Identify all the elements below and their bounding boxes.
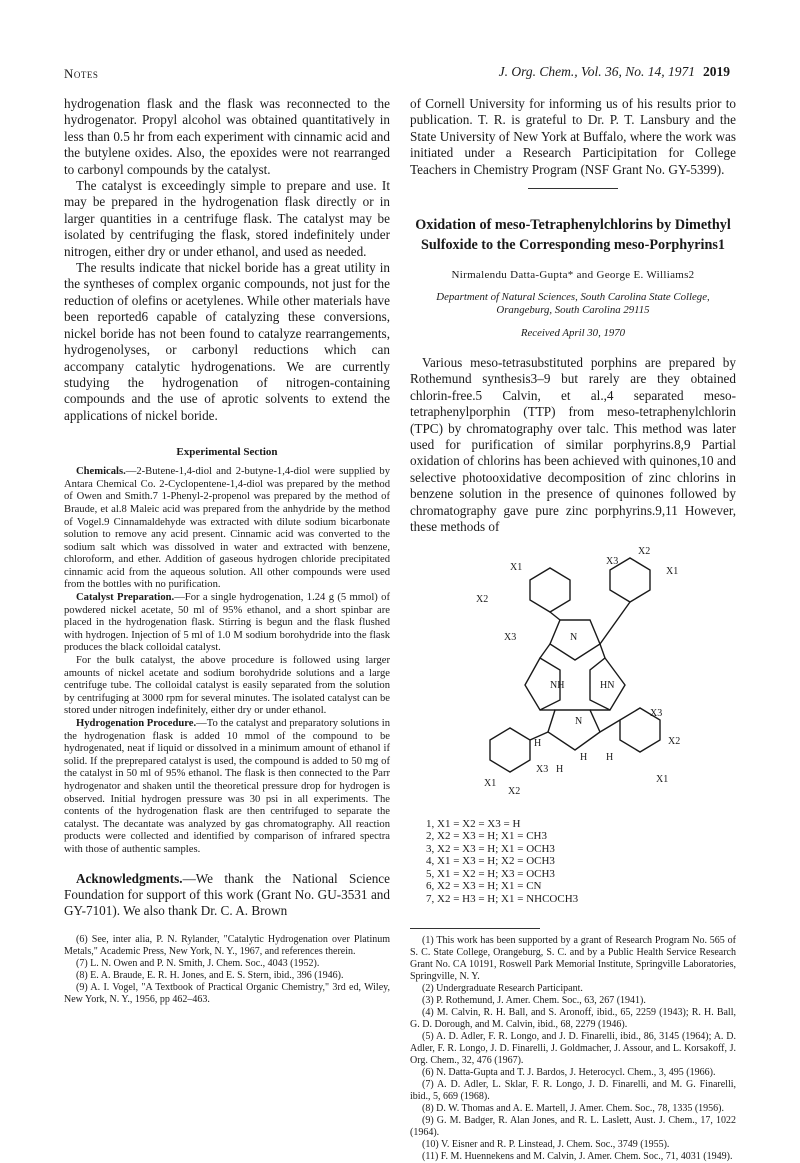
bond-ring (530, 568, 570, 612)
paragraph-text: —2-Butene-1,4-diol and 2-butyne-1,4-diol were supplied by Antara Chemical Co. 2-Cyclopentene-1,4-diol was prepared by the method of Owen and Smith.7 1-Phenyl-2-propenol was prepared by the method of Braude, et al.8 Maleic acid was prepared from the anhydride by the method of Vogel.9 Cinnamaldehyde was extracted with dilute sodium bicarbonate solution to remove any acid present. Cinnamic acid was converted to the sodium salt which was dissolved in water and extracted with benzene, chloroform, and ether. Addition of gaseous hydrogen chloride precipitated cinnamic acid from the aqueous solution. All other compounds were used from the bottles with no purification. (64, 466, 390, 591)
footnote: (9) G. M. Badger, R. Alan Jones, and R. L. Laslett, Aust. J. Chem., 17, 1022 (1964). (410, 1114, 736, 1138)
atom-label-h: H (580, 751, 588, 763)
atom-label-n: N (575, 715, 583, 727)
atom-label-hn: HN (600, 679, 615, 691)
substituent-label-x3: X3 (504, 631, 517, 643)
run-in-heading: Catalyst Preparation. (76, 592, 175, 604)
atom-label-h: H (606, 751, 614, 763)
footnote: (8) E. A. Braude, E. R. H. Jones, and E. S. Stern, ibid., 396 (1946). (76, 969, 344, 981)
substituent-label-x2: X2 (508, 785, 521, 797)
atom-label-h: H (534, 737, 542, 749)
paragraph (64, 871, 390, 920)
footnote: (11) F. M. Huennekens and M. Calvin, J. Amer. Chem. Soc., 71, 4031 (1949). (422, 1150, 733, 1162)
paragraph-text: —To the catalyst and preparatory solutions in the hydrogenation flask is added 10 mmol of the compound to be hydrogenated, neat if liquid or dissolved in a minimum amount of ethanol if solid. If the preprepared catalyst is used, the compound is added to 50 mg of the catalyst in 50 ml of 95% ethanol. The flask is then connected to the Parr hydrogenator and shaken until the theoretical pressure drop for hydrogen is observed. Initial hydrogen pressure was 30 psi in all experiments. The contents of the hydrogenation flask are then centrifuged to separate the catalyst. The decantate was analyzed by gas chromatography. All reaction products were collected and identified by comparison of infrared spectra with those of authentic samples. (64, 718, 390, 855)
compound-item: 2, X2 = X3 = H; X1 = CH3 (426, 830, 547, 843)
page-number: 2019 (703, 64, 730, 79)
compound-item: 5, X1 = X2 = H; X3 = OCH3 (426, 867, 555, 880)
run-in-heading: Hydrogenation Procedure. (76, 718, 197, 729)
affiliation-line: Department of Natural Sciences, South Carolina State College, (436, 291, 710, 304)
atom-label-nh: NH (550, 679, 565, 691)
substituent-label-x3: X3 (606, 555, 619, 567)
footnote: (8) D. W. Thomas and A. E. Martell, J. Amer. Chem. Soc., 78, 1335 (1956). (422, 1102, 725, 1114)
compound-list (426, 818, 578, 906)
porphyrin-structure (410, 540, 736, 920)
paragraph: Various meso-tetrasubstituted porphins are prepared by Rothemund synthesis3–9 but rarely are they obtained chlorin-free.5 Calvin, et al.,4 separated meso-tetraphenylporphin (TTP) from meso-tetraphenylchlorin (TPC) by chromatography over talc. This method was later used for purification of similar porphyrins.8,9 Partial oxidation of chlorins has been achieved with quinones,10 and selective photooxidative decomposition of zinc chlorins in benzene solution in the presence of quinones followed by chromatography gave pure zinc porphyrins.9,11 However, these methods of (410, 355, 736, 535)
footnote: (5) A. D. Adler, F. R. Longo, and J. D. Finarelli, ibid., 86, 3145 (1964); A. D. Adler, F. R. Longo, J. D. Finarelli, J. Goldmacher, J. Assour, and L. Korsakoff, J. Org. Chem., 32, 476 (1967). (410, 1030, 736, 1066)
journal-citation: J. Org. Chem., Vol. 36, No. 14, 1971 (498, 64, 695, 79)
substituent-label-x1: X1 (666, 565, 679, 577)
atom-label-n: N (570, 631, 578, 643)
bond-ring (548, 710, 600, 750)
substituent-label-x2: X2 (668, 735, 681, 747)
footnote-rule (410, 928, 540, 929)
run-in-heading: Acknowledgments. (76, 870, 183, 886)
article-title: Oxidation of meso-Tetraphenylchlorins by Dimethyl Sulfoxide to the Corresponding meso-Porphyrins1 (415, 217, 731, 254)
substituent-label-x3: X3 (536, 763, 549, 775)
paragraph (64, 718, 390, 857)
running-head-journal (499, 64, 730, 80)
section-heading: Experimental Section (176, 446, 278, 459)
paragraph-text: —For a single hydrogenation, 1.24 g (5 mmol) of powdered nickel acetate, 50 ml of 95% ethanol, and a short spinbar are placed in the hydrogenation flask. Stirring is begun and the flask flushed with hydrogen. Injection of 5 ml of 1.0 M sodium borohydride into the flask produces the black colloidal catalyst. (64, 592, 390, 654)
atom-label-h: H (556, 763, 564, 775)
footnote: (7) A. D. Adler, L. Sklar, F. R. Longo, J. D. Finarelli, and M. G. Finarelli, ibid., 5, 669 (1968). (410, 1078, 736, 1102)
paragraph: hydrogenation flask and the flask was reconnected to the hydrogenator. Propyl alcohol was obtained quantitatively in less than 0.5 hr from each experiment with cinnamic acid and the butylene oxides. Also, the epoxides were not rearranged to carbonyl compounds by the catalyst. (64, 96, 390, 177)
compound-item: 6, X2 = X3 = H; X1 = CN (426, 880, 542, 893)
footnote: (9) A. I. Vogel, "A Textbook of Practical Organic Chemistry," 3rd ed, Wiley, New York, N. Y., 1956, pp 462–463. (64, 981, 390, 1005)
substituent-label-x3: X3 (650, 707, 663, 719)
footnote: (10) V. Eisner and R. P. Linstead, J. Chem. Soc., 3749 (1955). (422, 1138, 670, 1150)
footnote: (1) This work has been supported by a grant of Research Program No. 565 of S. C. State College, Orangeburg, S. C. and by a Public Health Service Research Grant No. CA 10191, Roswell Park Memorial Institute, Springville Laboratories, Springville, N. Y. (410, 934, 736, 982)
received-date: Received April 30, 1970 (520, 327, 626, 340)
divider (528, 188, 618, 189)
footnote: (6) N. Datta-Gupta and T. J. Bardos, J. Heterocycl. Chem., 3, 495 (1966). (422, 1066, 716, 1078)
running-head-section: Notes (64, 66, 99, 81)
substituent-label-x1: X1 (510, 561, 523, 573)
paragraph-text: —We thank the National Science Foundation for support of this work (Grant No. GU-3531 and GY-7101). We also thank Dr. C. A. Brown (64, 870, 390, 919)
footnote: (3) P. Rothemund, J. Amer. Chem. Soc., 63, 267 (1941). (422, 994, 646, 1006)
substituent-label-x2: X2 (638, 545, 651, 557)
affiliation-line: Orangeburg, South Carolina 29115 (496, 304, 650, 317)
footnotes (64, 934, 390, 1006)
compound-item: 4, X1 = X3 = H; X2 = OCH3 (426, 855, 555, 868)
compound-item: 3, X2 = X3 = H; X1 = OCH3 (426, 842, 555, 855)
footnotes (410, 935, 736, 1163)
paragraph: The catalyst is exceedingly simple to prepare and use. It may be prepared in the hydrogenation flask directly or in larger quantities in a centrifuge flask. The catalyst may be isolated by centrifuging the flask, stored indefinitely under nitrogen, either dry or under ethanol, and used as needed. (64, 178, 390, 259)
footnote: (7) L. N. Owen and P. N. Smith, J. Chem. Soc., 4043 (1952). (76, 957, 320, 969)
footnote: (2) Undergraduate Research Participant. (422, 982, 583, 994)
paragraph (64, 592, 390, 655)
right-column (410, 96, 736, 1163)
left-column (64, 96, 390, 1006)
affiliation (410, 291, 736, 317)
authors: Nirmalendu Datta-Gupta* and George E. Williams2 (451, 269, 695, 282)
compound-item: 7, X2 = H3 = H; X1 = NHCOCH3 (426, 893, 579, 906)
bond-ring (490, 728, 530, 772)
run-in-heading: Chemicals. (76, 466, 126, 478)
paragraph (64, 466, 390, 592)
substituent-label-x1: X1 (484, 777, 497, 789)
paragraph: of Cornell University for informing us of his results prior to publication. T. R. is grateful to Dr. P. T. Lansbury and the State University of New York at Buffalo, where the work was initiated under a Research Participitation for College Teachers in Chemistry Program (NSF Grant No. GY-5399). (410, 96, 736, 177)
paragraph: The results indicate that nickel boride has a great utility in the syntheses of complex organic compounds, not just for the reduction of olefins or acetylenes. While other materials have been reported6 capable of catalyzing these conversions, nickel boride has not been found to catalyze rearrangements, hydrogenolyses, or carbonyl reductions which can accompany catalytic hydrogenations. We are currently studying the hydrogenation of nitrogen-containing compounds and the use of aprotic solvents to extend the applications of nickel boride. (64, 260, 390, 423)
structure-diagram (410, 540, 736, 816)
paragraph: For the bulk catalyst, the above procedure is followed using larger amounts of nickel acetate and sodium borohydride solutions and a large centrifuge tube. The colloidal catalyst is easily separated from the solution by centrifuging at 3000 rpm for several minutes. The isolated catalyst can be stored under nitrogen indefinitely, either dry or under ethanol. (64, 655, 390, 717)
footnote: (4) M. Calvin, R. H. Ball, and S. Aronoff, ibid., 65, 2259 (1943); R. H. Ball, G. D. Dorough, and M. Calvin, ibid., 68, 2279 (1946). (410, 1006, 736, 1030)
footnote: (6) See, inter alia, P. N. Rylander, "Catalytic Hydrogenation over Platinum Metals," Academic Press, New York, N. Y., 1967, and references therein. (64, 933, 390, 957)
substituent-label-x1: X1 (656, 773, 669, 785)
substituent-label-x2: X2 (476, 593, 489, 605)
compound-item: 1, X1 = X2 = X3 = H (426, 817, 521, 830)
